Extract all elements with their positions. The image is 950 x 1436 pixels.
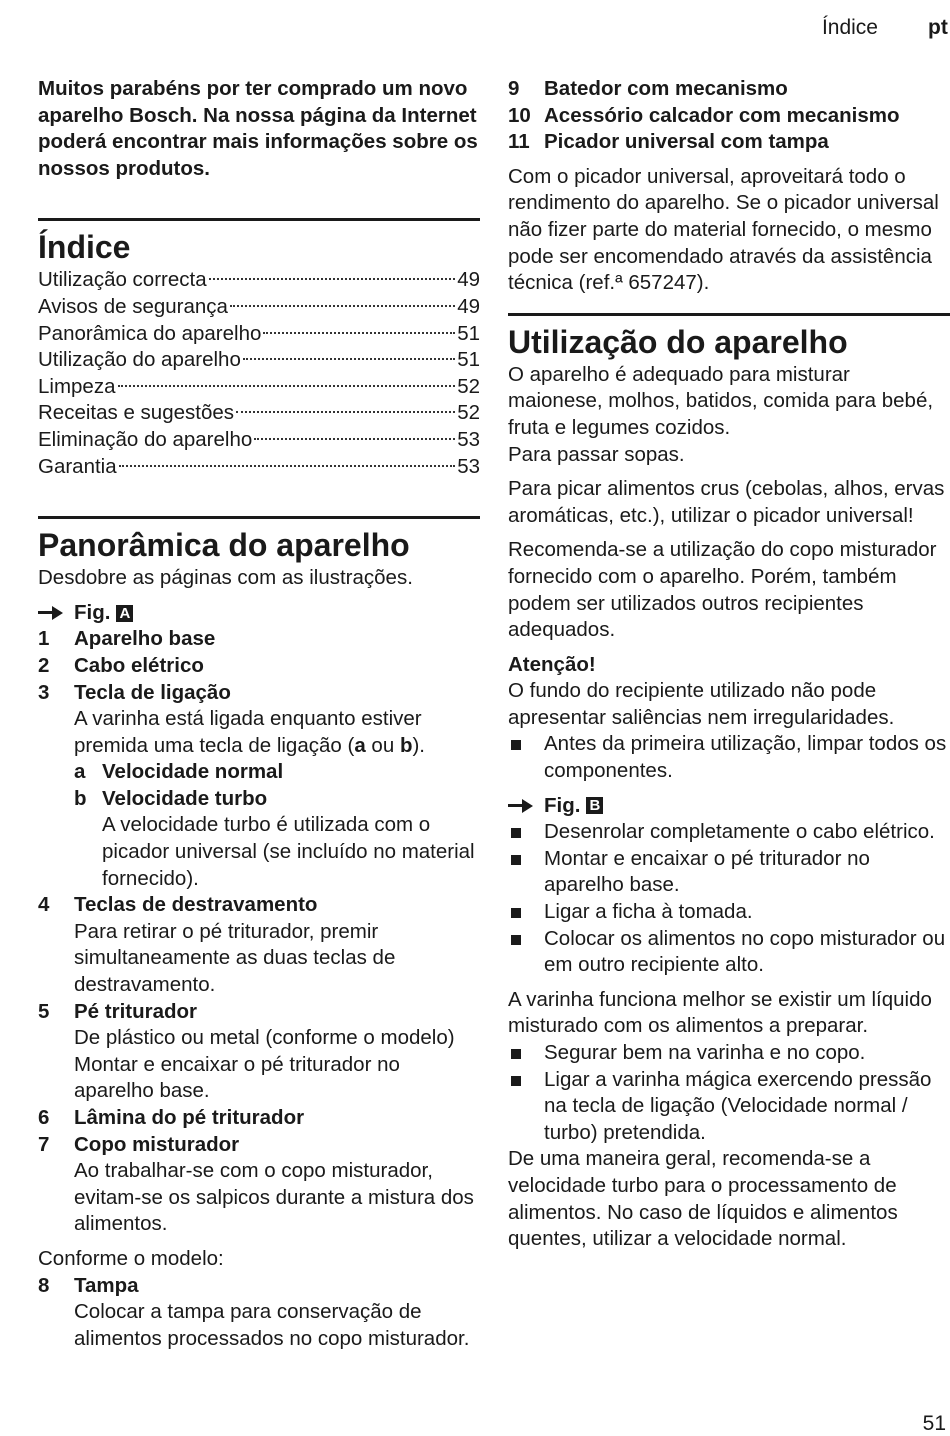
bullet-item: Antes da primeira utilização, limpar todos os componentes.: [508, 731, 950, 784]
toc-item[interactable]: Utilização correcta 49: [38, 268, 480, 292]
arrow-right-icon: [38, 606, 64, 620]
item-7-description: Ao trabalhar-se com o copo misturador, evitam-se os salpicos durante a mistura dos alimentos.: [74, 1159, 474, 1236]
list-item: 4 Teclas de destravamento: [38, 893, 318, 917]
list-item: 11 Picador universal com tampa: [508, 130, 829, 154]
square-bullet-icon: [508, 1040, 544, 1067]
item-8-description: Colocar a tampa para conservação de alimentos processados no copo misturador.: [74, 1300, 470, 1350]
bullet-item: Ligar a varinha mágica exercendo pressão na tecla de ligação (Velocidade normal / turbo) pretendida.: [508, 1067, 950, 1147]
list-item: 2 Cabo elétrico: [38, 653, 204, 677]
overview-heading-block: [38, 516, 480, 565]
usage-heading-block: [508, 313, 950, 362]
square-bullet-icon: [508, 731, 544, 784]
toc-item[interactable]: Limpeza 52: [38, 374, 480, 398]
toc-item[interactable]: Panorâmica do aparelho 51: [38, 321, 480, 345]
bullet-item: Colocar os alimentos no copo misturador ou em outro recipiente alto.: [508, 926, 950, 979]
usage-paragraph-3: Recomenda-se a utilização do copo misturador fornecido com o aparelho. Porém, também podem ser utilizados outros recipientes adequados.: [508, 538, 937, 642]
list-item: 3 Tecla de ligação: [38, 680, 231, 704]
list-item: 7 Copo misturador: [38, 1132, 240, 1156]
item-3-description: A varinha está ligada enquanto estiver premida uma tecla de ligação (a ou b).: [74, 707, 425, 757]
toc-item[interactable]: Garantia 53: [38, 454, 480, 478]
item-4-description: Para retirar o pé triturador, premir simultaneamente as duas teclas de destravamento.: [74, 919, 396, 997]
square-bullet-icon: [508, 899, 544, 926]
square-bullet-icon: [508, 846, 544, 899]
list-item: 8 Tampa: [38, 1273, 139, 1297]
bullet-item: Desenrolar completamente o cabo elétrico.: [508, 819, 950, 846]
toc-title: Índice: [38, 229, 131, 266]
list-item: 9 Batedor com mecanismo: [508, 77, 788, 100]
toc-item[interactable]: Eliminação do aparelho 53: [38, 427, 480, 451]
item-5-description-2: Montar e encaixar o pé triturador no aparelho base.: [74, 1052, 400, 1103]
header-language: pt: [928, 16, 948, 39]
toc-heading-block: [38, 218, 480, 267]
bullet-item: Montar e encaixar o pé triturador no aparelho base.: [508, 846, 950, 899]
overview-subtitle: Desdobre as páginas com as ilustrações.: [38, 566, 413, 590]
square-bullet-icon: [508, 926, 544, 979]
list-item: 1 Aparelho base: [38, 627, 216, 651]
fig-b-reference: Fig. B: [508, 793, 950, 820]
attention-text: O fundo do recipiente utilizado não pode apresentar saliências nem irregularidades.: [508, 679, 895, 729]
usage-title: Utilização do aparelho: [508, 323, 848, 360]
usage-paragraph-4: A varinha funciona melhor se existir um líquido misturado com os alimentos a preparar.: [508, 987, 932, 1038]
toc-list: [38, 267, 480, 480]
arrow-right-icon: [508, 799, 534, 813]
usage-paragraph-5: De uma maneira geral, recomenda-se a velocidade turbo para o processamento de alimentos. No caso de líquidos e alimentos quentes, utilizar a velocidade normal.: [508, 1147, 898, 1251]
square-bullet-icon: [508, 1067, 544, 1147]
intro-text: Muitos parabéns por ter comprado um novo aparelho Bosch. Na nossa página da Internet poderá encontrar mais informações sobre os nossos produtos.: [38, 77, 478, 180]
toc-item[interactable]: Utilização do aparelho 51: [38, 348, 480, 372]
header-section-title: Índice: [821, 16, 878, 39]
right-column: [508, 76, 950, 1253]
page-number: 51: [922, 1412, 946, 1435]
item-11-description: Com o picador universal, aproveitará todo o rendimento do aparelho. Se o picador universal não fizer parte do material fornecido, o mesmo pode ser encomendado através da assistência técnica (ref.ª 657247).: [508, 164, 939, 295]
fig-b-badge: B: [586, 797, 603, 814]
item-5-description: De plástico ou metal (conforme o modelo): [74, 1026, 455, 1050]
usage-paragraph-2: Para picar alimentos crus (cebolas, alhos, ervas aromáticas, etc.), utilizar o picador universal!: [508, 477, 945, 527]
model-note: Conforme o modelo:: [38, 1246, 224, 1270]
bullet-item: Segurar bem na varinha e no copo.: [508, 1040, 950, 1067]
usage-paragraph-1b: Para passar sopas.: [508, 442, 685, 466]
sub-b-description: A velocidade turbo é utilizada com o picador universal (se incluído no material fornecido).: [102, 813, 475, 890]
list-item: 6 Lâmina do pé triturador: [38, 1106, 305, 1129]
toc-item[interactable]: Receitas e sugestões 52: [38, 401, 480, 425]
sub-item: a Velocidade normal: [74, 760, 284, 784]
left-column: [38, 76, 480, 1352]
overview-title: Panorâmica do aparelho: [38, 527, 410, 564]
list-item: 10 Acessório calcador com mecanismo: [508, 103, 900, 127]
attention-label: Atenção!: [508, 652, 596, 676]
list-item: 5 Pé triturador: [38, 999, 198, 1023]
square-bullet-icon: [508, 819, 544, 846]
toc-item[interactable]: Avisos de segurança 49: [38, 294, 480, 318]
usage-paragraph-1: O aparelho é adequado para misturar maionese, molhos, batidos, comida para bebé, fruta e legumes cozidos.: [508, 362, 934, 439]
fig-a-badge: A: [116, 605, 133, 622]
bullet-item: Ligar a ficha à tomada.: [508, 899, 950, 926]
sub-item: b Velocidade turbo: [74, 786, 268, 810]
fig-a-reference: Fig. A: [38, 600, 480, 627]
